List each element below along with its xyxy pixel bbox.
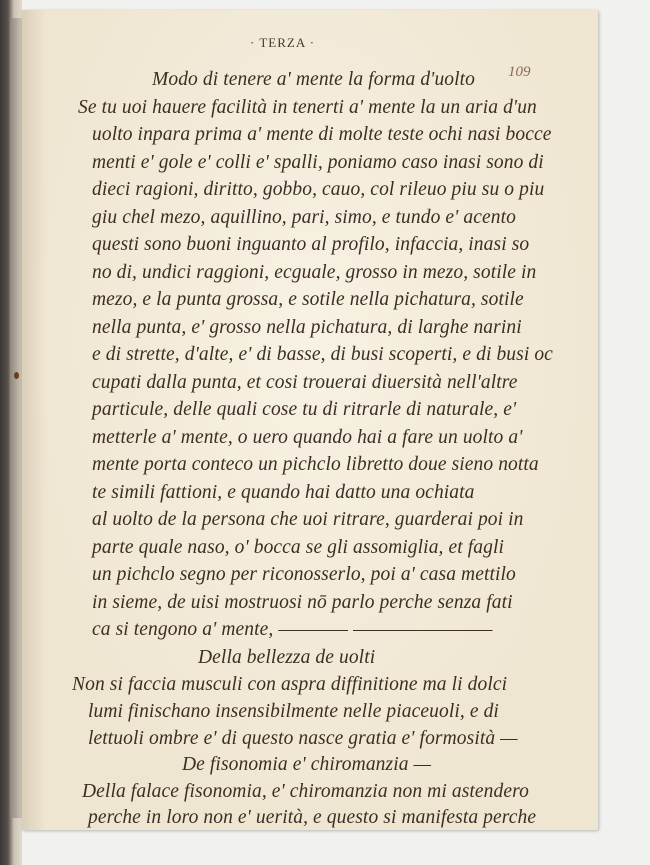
folio-number: 109 xyxy=(508,64,531,80)
text-line: dieci ragioni, diritto, gobbo, cauo, col rileuo piu su o piu xyxy=(92,179,545,200)
text-line: particule, delle quali cose tu di ritrarle di naturale, e' xyxy=(92,399,517,420)
section-heading: Della bellezza de uolti xyxy=(198,647,376,668)
text-line: Se tu uoi hauere facilità in tenerti a' mente la un aria d'un xyxy=(78,97,537,118)
text-line: Non si faccia musculi con aspra diffinitione ma li dolci xyxy=(72,674,508,695)
heading-line: Modo di tenere a' mente la forma d'uolto xyxy=(152,69,476,90)
text-line: e di strette, d'alte, e' di basse, di busi scoperti, e di busi oc xyxy=(92,344,553,365)
text-line: ca si tengono a' mente, ———— ———————— xyxy=(92,619,493,640)
manuscript-page xyxy=(22,10,598,830)
text-line: perche in loro non e' uerità, e questo si manifesta perche xyxy=(88,807,537,828)
text-line: un pichclo segno per riconosserlo, poi a' casa mettilo xyxy=(92,564,516,585)
text-line: cupati dalla punta, et cosi trouerai diuersità nell'altre xyxy=(92,372,518,393)
text-line: giu chel mezo, aquillino, pari, simo, e tundo e' acento xyxy=(92,207,516,228)
text-line: mezo, e la punta grossa, e sotile nella pichatura, sotile xyxy=(92,289,524,310)
text-line: metterle a' mente, o uero quando hai a fare un uolto a' xyxy=(92,427,523,448)
text-line: menti e' gole e' colli e' spalli, poniamo caso inasi sono di xyxy=(92,152,544,173)
text-line: parte quale naso, o' bocca se gli assomiglia, et fagli xyxy=(92,537,504,558)
text-line: al uolto de la persona che uoi ritrare, guarderai poi in xyxy=(92,509,524,530)
text-line: mente porta conteco un pichclo libretto doue sieno notta xyxy=(92,454,539,475)
manuscript-text xyxy=(22,68,598,828)
section-heading: De fisonomia e' chiromanzia — xyxy=(182,754,432,775)
text-line: Della falace fisonomia, e' chiromanzia non mi astendero xyxy=(82,781,529,802)
text-line: lumi finischano insensibilmente nelle piaceuoli, e di xyxy=(88,701,499,722)
text-line: te simili fattioni, e quando hai datto una ochiata xyxy=(92,482,475,503)
running-header: · TERZA · xyxy=(250,35,316,50)
text-line: nella punta, e' grosso nella pichatura, di larghe narini xyxy=(92,317,522,338)
text-line: lettuoli ombre e' di questo nasce gratia e' formosità — xyxy=(88,728,518,749)
ink-spot xyxy=(14,372,19,379)
text-line: uolto inpara prima a' mente di molte teste ochi nasi bocce xyxy=(92,124,552,145)
text-line: no di, undici raggioni, ecguale, grosso in mezo, sotile in xyxy=(92,262,537,283)
text-line: questi sono buoni inguanto al profilo, infaccia, inasi so xyxy=(92,234,530,255)
text-line: in sieme, de uisi mostruosi nō parlo perche senza fati xyxy=(92,592,513,613)
